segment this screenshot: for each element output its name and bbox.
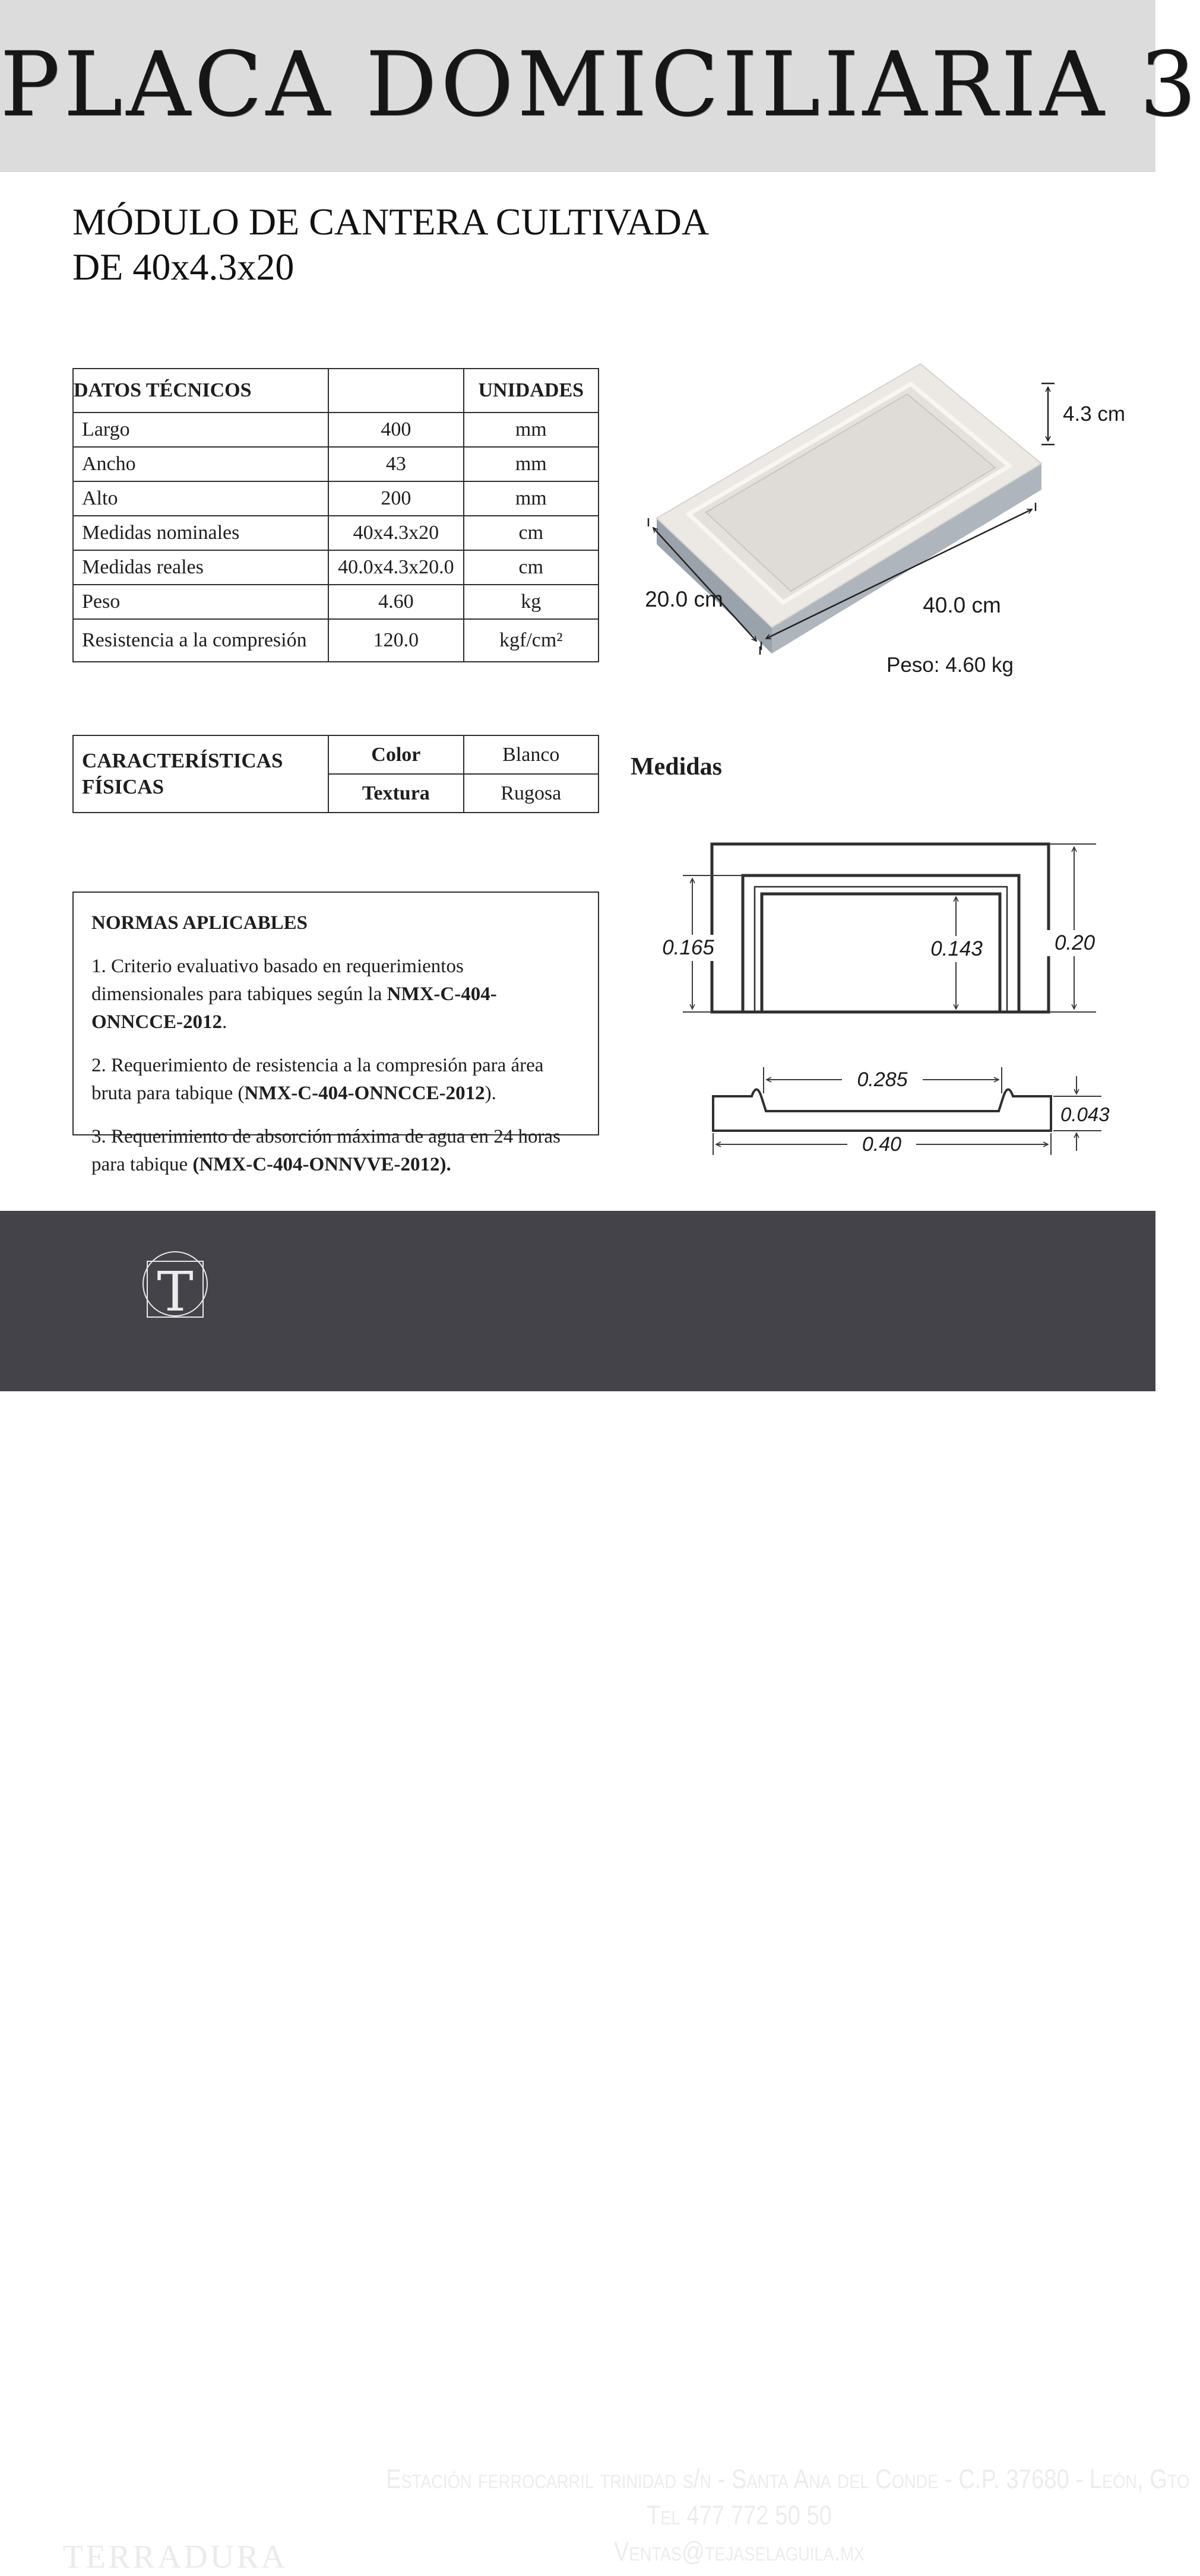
standard-code: (NMX-C-404-ONNVVE-2012). (192, 1154, 451, 1175)
property-value: Blanco (464, 735, 599, 774)
total-height-label: 0.20 (1054, 931, 1095, 954)
table-row (73, 481, 599, 516)
physical-characteristics-table (72, 735, 599, 813)
technical-data-table (72, 368, 599, 662)
standard-item (91, 1052, 580, 1108)
table-row (73, 516, 599, 550)
row-value: 400 (328, 413, 463, 447)
contact-block (386, 2461, 1190, 2569)
row-unit: mm (464, 481, 599, 516)
physical-title-line-2: FÍSICAS (82, 775, 164, 798)
row-label: Alto (73, 481, 328, 516)
row-value: 40.0x4.3x20.0 (328, 550, 463, 585)
row-label: Medidas nominales (73, 516, 328, 550)
subtitle-line-2: DE 40x4.3x20 (72, 246, 295, 288)
table-row (73, 619, 599, 662)
weight-label: Peso: 4.60 kg (886, 653, 1014, 677)
property-name: Color (328, 735, 463, 774)
logo-letter: T (157, 1260, 194, 1324)
property-name: Textura (328, 774, 463, 813)
row-unit: kgf/cm² (464, 619, 599, 662)
product-photo (629, 353, 1152, 686)
physical-table-title (73, 735, 328, 813)
plaque-section-outline (713, 1090, 1051, 1131)
brand-name: TERRADURA (62, 2539, 288, 2575)
row-unit: cm (464, 550, 599, 585)
table-row (73, 447, 599, 481)
tech-table-empty-header (328, 369, 463, 413)
standard-item (91, 1123, 580, 1179)
page-title: PLACA DOMICILIARIA 3 (0, 33, 1200, 137)
thickness-label: 0.043 (1060, 1103, 1110, 1125)
phone-line: Tel 477 772 50 50 (647, 2500, 832, 2530)
row-value: 40x4.3x20 (328, 516, 463, 550)
standard-item (91, 953, 580, 1036)
table-row (73, 550, 599, 585)
table-row (73, 585, 599, 619)
property-value: Rugosa (464, 774, 599, 813)
dimension-lines (683, 844, 1096, 1012)
medidas-heading: Medidas (631, 753, 723, 781)
total-width-label: 0.40 (862, 1133, 902, 1156)
left-height-label: 0.165 (662, 936, 714, 959)
front-view-drawing (641, 834, 1140, 1021)
brand-logo (108, 1239, 245, 1340)
footer-band (0, 1211, 1190, 2575)
row-value: 200 (328, 481, 463, 516)
cross-section-drawing (641, 1051, 1140, 1175)
standards-title: NORMAS APLICABLES (91, 912, 308, 934)
row-unit: mm (464, 447, 599, 481)
tech-table-title: DATOS TÉCNICOS (73, 369, 328, 413)
row-unit: kg (464, 585, 599, 619)
standard-text: . (222, 1011, 227, 1033)
table-row (73, 735, 599, 774)
height-dimension-label: 4.3 cm (1063, 402, 1126, 426)
standard-text: ). (485, 1083, 496, 1104)
width-dimension-label: 20.0 cm (645, 587, 723, 611)
row-label: Medidas reales (73, 550, 328, 585)
length-dimension-label: 40.0 cm (923, 593, 1001, 617)
recess-width-label: 0.285 (857, 1068, 908, 1091)
subtitle-line-1: MÓDULO DE CANTERA CULTIVADA (72, 201, 710, 243)
header-band (0, 0, 1200, 172)
tech-table-units-header: UNIDADES (464, 369, 599, 413)
row-unit: mm (464, 413, 599, 447)
standard-text: 3. Requerimiento de absorción máxima de agua en 24 horas para tabique (91, 1126, 561, 1175)
table-row (73, 413, 599, 447)
standard-text: 2. Requerimiento de resistencia a la compresión para área bruta para tabique ( (91, 1055, 544, 1104)
row-label: Peso (73, 585, 328, 619)
standard-text: 1. Criterio evaluativo basado en requerimientos dimensionales para tabiques según la (91, 956, 464, 1005)
height-dimension-arrow (1041, 383, 1055, 445)
product-subtitle (72, 199, 755, 290)
standard-code: NMX-C-404-ONNCCE-2012 (91, 984, 497, 1033)
row-label: Resistencia a la compresión (73, 619, 328, 662)
plaque-front-outline (712, 844, 1049, 1012)
row-label: Ancho (73, 447, 328, 481)
table-header-row (73, 369, 599, 413)
inner-height-label: 0.143 (930, 937, 983, 960)
applicable-standards-box (72, 892, 599, 1175)
row-value: 4.60 (328, 585, 463, 619)
row-unit: cm (464, 516, 599, 550)
row-value: 120.0 (328, 619, 463, 662)
address-line: Estación ferrocarril trinidad s/n - Santa Ana del Conde - C.P. 37680 - León, Gto (386, 2464, 1190, 2494)
row-label: Largo (73, 413, 328, 447)
standard-code: NMX-C-404-ONNCCE-2012 (244, 1083, 485, 1104)
row-value: 43 (328, 447, 463, 481)
email-line: Ventas@tejaselaguila.mx (613, 2536, 865, 2567)
physical-title-line-1: CARACTERÍSTICAS (82, 749, 283, 772)
